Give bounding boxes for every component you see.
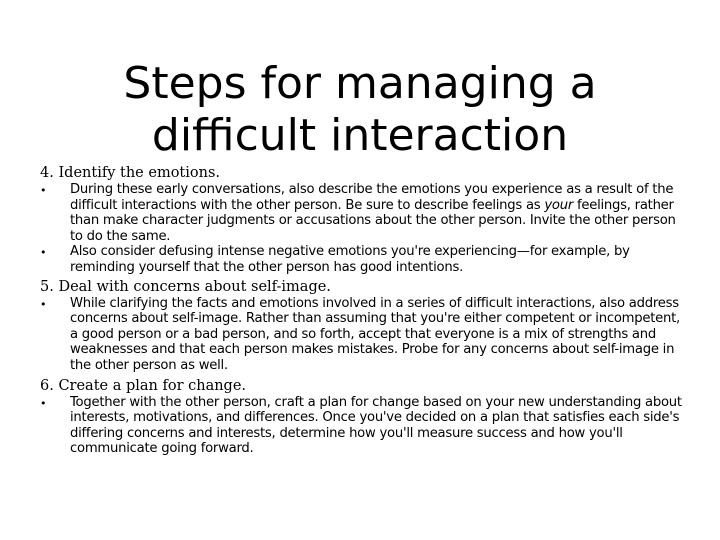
bullet-text: Also consider defusing intense negative emotions you're experiencing—for example, by reminding yourself that the other person has good intentions. bbox=[70, 244, 630, 275]
section-heading-identify-emotions: 4. Identify the emotions. bbox=[40, 165, 221, 181]
bullet-text: feelings, rather than make character judgments or accusations about the other person. Invite the other person to do the same. bbox=[70, 197, 676, 244]
bullet-plan-for-change bbox=[40, 395, 682, 457]
bullet-defuse-emotions bbox=[40, 244, 682, 275]
slide-title: Steps for managing a difficult interaction bbox=[123, 58, 597, 161]
bullet-describe-emotions bbox=[40, 182, 682, 244]
bullet-text: During these early conversations, also describe the emotions you experience as a result of the difficult interactions with the other person. Be sure to describe feelings as bbox=[70, 182, 674, 213]
section-heading-self-image: 5. Deal with concerns about self-image. bbox=[40, 278, 331, 295]
bullet-icon: • bbox=[40, 184, 47, 197]
bullet-text: Together with the other person, craft a plan for change based on your new understanding about interests, motivations, and differences. Once you've decided on a plan that satisfies each side's differing concerns and interests, determine how you'll measure success and how you'll communicate going forward. bbox=[70, 394, 682, 457]
bullet-text: While clarifying the facts and emotions involved in a series of difficult interactions, also address concerns about self-image. Rather than assuming that you're either competent or incompetent, a good person or a bad person, and so forth, accept that everyone is a mix of strengths and weaknesses and that each person makes mistakes. Probe for any concerns about self-image in the other person as well. bbox=[70, 295, 680, 373]
bullet-icon: • bbox=[40, 297, 47, 311]
bullet-self-image bbox=[40, 296, 682, 374]
bullet-emphasis: your bbox=[544, 197, 574, 213]
slide-body bbox=[40, 164, 682, 457]
bullet-icon: • bbox=[40, 246, 47, 260]
section-heading-plan-for-change: 6. Create a plan for change. bbox=[40, 377, 247, 394]
bullet-icon: • bbox=[40, 396, 47, 410]
